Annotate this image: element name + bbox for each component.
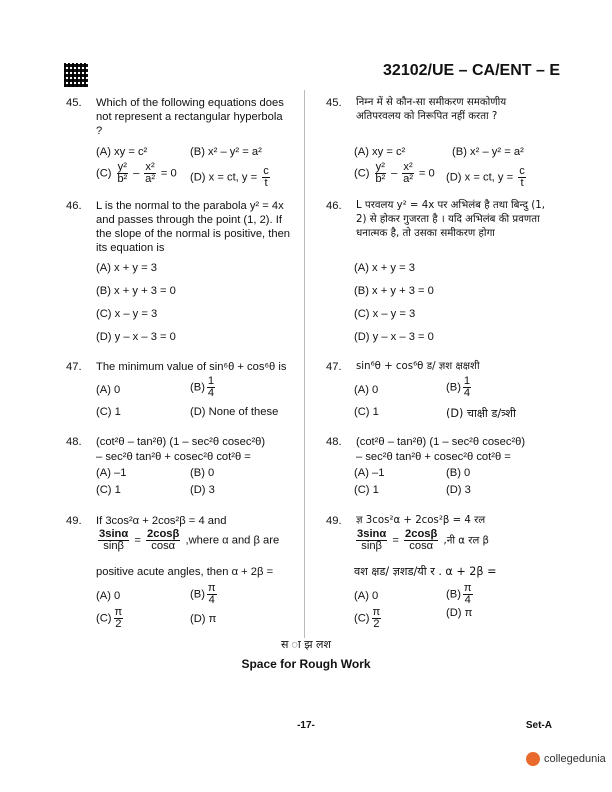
option-b: (B) x + y + 3 = 0	[354, 285, 434, 297]
option-b: (B) $\frac{\pi}{4}$	[190, 582, 216, 606]
question-equation: $\frac{3\sin\alpha}{\sin\beta}$ = $\frac{2\cos\beta}{\cos\alpha}$ ,where α and β are	[99, 528, 280, 552]
option-b: (B) x + y + 3 = 0	[96, 285, 176, 297]
question-number: 46.	[326, 200, 342, 212]
option-b: (B) 0	[446, 467, 471, 479]
option-b: (B) $\frac{1}{4}$	[190, 375, 215, 399]
question-line-1: ज्ञ 3cos²α + 2cos²β = 4 रल	[356, 515, 486, 526]
option-a: (A) 0	[354, 590, 379, 602]
page-number: -17-	[297, 720, 315, 731]
option-a: (A) 0	[96, 384, 121, 396]
option-c: (C) 1	[96, 406, 121, 418]
collegedunia-logo: collegedunia	[526, 752, 606, 766]
logo-icon	[526, 752, 540, 766]
option-c: (C) 1	[354, 484, 379, 496]
option-a: (A) x + y = 3	[96, 262, 157, 274]
rough-work-hindi: स ा झ लश	[281, 638, 331, 651]
option-d: (D) y – x – 3 = 0	[96, 331, 176, 343]
question-number: 47.	[66, 361, 82, 373]
option-a: (A) –1	[354, 467, 385, 479]
option-c: (C) 1	[354, 406, 379, 418]
question-number: 46.	[66, 200, 82, 212]
question-line-3: वश क्षड/ ज्ञशड/यी र . α + 2β =	[354, 565, 497, 578]
option-d: (D) 3	[190, 484, 215, 496]
question-text: L is the normal to the parabola y² = 4x and passes through the point (1, 2). If the slope of the normal is positive, then its equation is	[96, 200, 291, 254]
option-c: (C) 1	[96, 484, 121, 496]
question-number: 49.	[66, 515, 82, 527]
option-b: (B) $\frac{1}{4}$	[446, 375, 471, 399]
option-d: (D) π	[190, 613, 217, 625]
option-b: (B) x² – y² = a²	[452, 146, 524, 158]
question-line-1: If 3cos²α + 2cos²β = 4 and	[96, 515, 227, 527]
option-a: (A) xy = c²	[96, 146, 148, 158]
question-equation: $\frac{3\sin\alpha}{\sin\beta}$ = $\frac{2\cos\beta}{\cos\alpha}$ ,नी α रल β	[357, 528, 490, 552]
question-line-3: positive acute angles, then α + 2β =	[96, 566, 274, 578]
question-text: Which of the following equations does not represent a rectangular hyperbola ?	[96, 97, 284, 137]
option-a: (A) x + y = 3	[354, 262, 415, 274]
option-c: (C) $\frac{\pi}{2}$	[96, 606, 123, 630]
option-b: (B) $\frac{\pi}{4}$	[446, 582, 472, 606]
set-label: Set-A	[525, 720, 552, 731]
option-c: (C) $\frac{\text{y²}}{\text{b²}}$ – $\frac{\text{x²}}{\text{a²}}$ = 0	[96, 161, 177, 185]
option-b: (B) 0	[190, 467, 215, 479]
option-c: (C) x – y = 3	[354, 308, 416, 320]
option-d: (D) चाक्षी ड/त्र्शी	[446, 407, 516, 420]
option-d: (D) x = ct, y = $\frac{c}{t}$	[446, 165, 525, 189]
qr-code-icon	[64, 63, 88, 87]
option-a: (A) 0	[96, 590, 121, 602]
question-number: 45.	[326, 97, 342, 109]
paper-code: 32102/UE – CA/ENT – E	[383, 62, 560, 79]
rough-work-label: Space for Rough Work	[241, 657, 371, 671]
option-c: (C) x – y = 3	[96, 308, 158, 320]
question-number: 45.	[66, 97, 82, 109]
question-text: निम्न में से कौन-सा समीकरण समकोणीय अतिपरवलय को निरूपित नहीं करता ?	[356, 97, 507, 122]
option-a: (A) xy = c²	[354, 146, 406, 158]
question-text: sin⁶θ + cos⁶θ ड/ ज्ञश क्षक्षशी	[356, 361, 480, 372]
question-number: 48.	[66, 436, 82, 448]
question-number: 48.	[326, 436, 342, 448]
option-a: (A) –1	[96, 467, 127, 479]
option-d: (D) None of these	[190, 406, 279, 418]
option-d: (D) π	[446, 607, 473, 619]
option-d: (D) 3	[446, 484, 471, 496]
question-line-1: (cot²θ – tan²θ) (1 – sec²θ cosec²θ)	[356, 436, 526, 448]
column-divider	[304, 90, 305, 638]
question-number: 49.	[326, 515, 342, 527]
option-d: (D) y – x – 3 = 0	[354, 331, 434, 343]
question-text: L परवलय y² = 4x पर अभिलंब है तथा बिन्दु (1, 2) से होकर गुजरता है । यदि अभिलंब की प्रवणता धनात्मक है, तो उसका समीकरण होगा	[356, 200, 545, 239]
option-d: (D) x = ct, y = $\frac{c}{t}$	[190, 165, 269, 189]
question-line-1: (cot²θ – tan²θ) (1 – sec²θ cosec²θ)	[96, 436, 266, 448]
option-b: (B) x² – y² = a²	[190, 146, 262, 158]
question-line-2: – sec²θ tan²θ + cosec²θ cot²θ =	[96, 451, 251, 463]
question-number: 47.	[326, 361, 342, 373]
option-c: (C) $\frac{\pi}{2}$	[354, 606, 381, 630]
option-a: (A) 0	[354, 384, 379, 396]
question-line-2: – sec²θ tan²θ + cosec²θ cot²θ =	[356, 451, 511, 463]
option-c: (C) $\frac{\text{y²}}{\text{b²}}$ – $\frac{\text{x²}}{\text{a²}}$ = 0	[354, 161, 435, 185]
question-text: The minimum value of sin⁶θ + cos⁶θ is	[96, 361, 287, 373]
